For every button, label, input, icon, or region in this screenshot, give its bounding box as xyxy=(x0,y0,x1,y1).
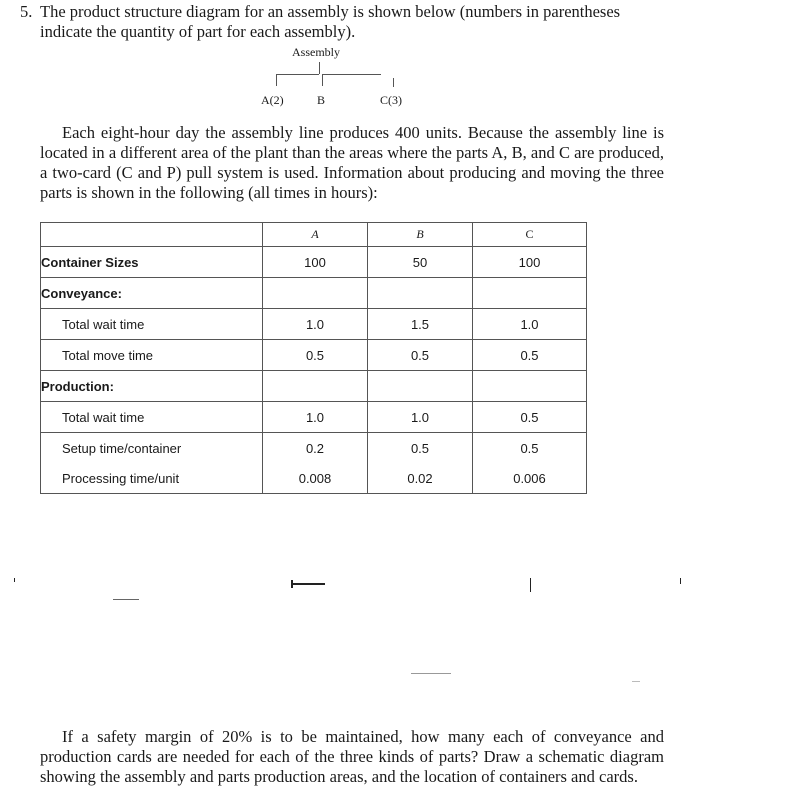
table-cell: 0.5 xyxy=(368,340,473,371)
table-cell: 0.2 xyxy=(263,433,368,464)
table-cell: 0.02 xyxy=(368,463,473,494)
table-cell: 1.5 xyxy=(368,309,473,340)
table-cell: 0.5 xyxy=(473,433,587,464)
diagram-root-assembly: Assembly xyxy=(292,45,340,59)
diagram-connector xyxy=(319,62,320,74)
diagram-connector xyxy=(276,74,319,75)
section-label-production: Production: xyxy=(41,371,263,402)
diagram-connector xyxy=(322,74,323,86)
row-label-conveyance-move: Total move time xyxy=(41,340,263,371)
diagram-node-a: A(2) xyxy=(261,93,284,107)
question-number: 5. xyxy=(20,2,33,21)
question-intro xyxy=(20,2,670,42)
table-cell: 100 xyxy=(263,247,368,278)
table-cell: 0.008 xyxy=(263,463,368,494)
diagram-connector xyxy=(393,78,394,87)
table-row xyxy=(41,463,587,494)
column-header-c: C xyxy=(473,223,587,247)
diagram-connector xyxy=(322,74,381,75)
table-row xyxy=(41,247,587,278)
table-row xyxy=(41,309,587,340)
table-cell: 1.0 xyxy=(263,402,368,433)
table-row xyxy=(41,340,587,371)
row-label-container-sizes: Container Sizes xyxy=(41,247,263,278)
problem-description: Each eight-hour day the assembly line produces 400 units. Because the assembly line is located in a different area of the plant than the areas where the parts A, B, and C are produced, a two-card (C and P) pull system is used. Information about producing and moving the three parts is shown in the following (all times in hours): xyxy=(40,123,664,202)
section-row-production xyxy=(41,371,587,402)
table-cell: 0.5 xyxy=(368,433,473,464)
row-label-setup: Setup time/container xyxy=(41,433,263,464)
row-label-production-wait: Total wait time xyxy=(41,402,263,433)
table-cell: 100 xyxy=(473,247,587,278)
section-row-conveyance xyxy=(41,278,587,309)
diagram-node-b: B xyxy=(317,93,326,107)
table-cell: 50 xyxy=(368,247,473,278)
section-label-conveyance: Conveyance: xyxy=(41,278,263,309)
table-row xyxy=(41,402,587,433)
intro-line-2: indicate the quantity of part for each assembly). xyxy=(40,22,356,41)
parts-data-table xyxy=(40,222,587,494)
table-cell: 0.006 xyxy=(473,463,587,494)
column-header-a: A xyxy=(263,223,368,247)
row-label-conveyance-wait: Total wait time xyxy=(41,309,263,340)
column-header-b: B xyxy=(368,223,473,247)
table-row xyxy=(41,433,587,464)
table-cell: 0.5 xyxy=(263,340,368,371)
table-cell: 1.0 xyxy=(473,309,587,340)
intro-line-1: The product structure diagram for an assembly is shown below (numbers in parentheses xyxy=(40,2,621,21)
table-header-row xyxy=(41,223,587,247)
question-task: If a safety margin of 20% is to be maintained, how many each of conveyance and production cards are needed for each of the three kinds of parts? Draw a schematic diagram showing the assembly and parts production areas, and the location of containers and cards. xyxy=(40,727,664,786)
table-cell: 0.5 xyxy=(473,340,587,371)
row-label-processing: Processing time/unit xyxy=(41,463,263,494)
diagram-connector xyxy=(276,74,277,86)
diagram-node-c: C(3) xyxy=(380,93,402,107)
table-cell: 0.5 xyxy=(473,402,587,433)
table-cell: 1.0 xyxy=(263,309,368,340)
table-corner-cell xyxy=(41,223,263,247)
table-cell: 1.0 xyxy=(368,402,473,433)
